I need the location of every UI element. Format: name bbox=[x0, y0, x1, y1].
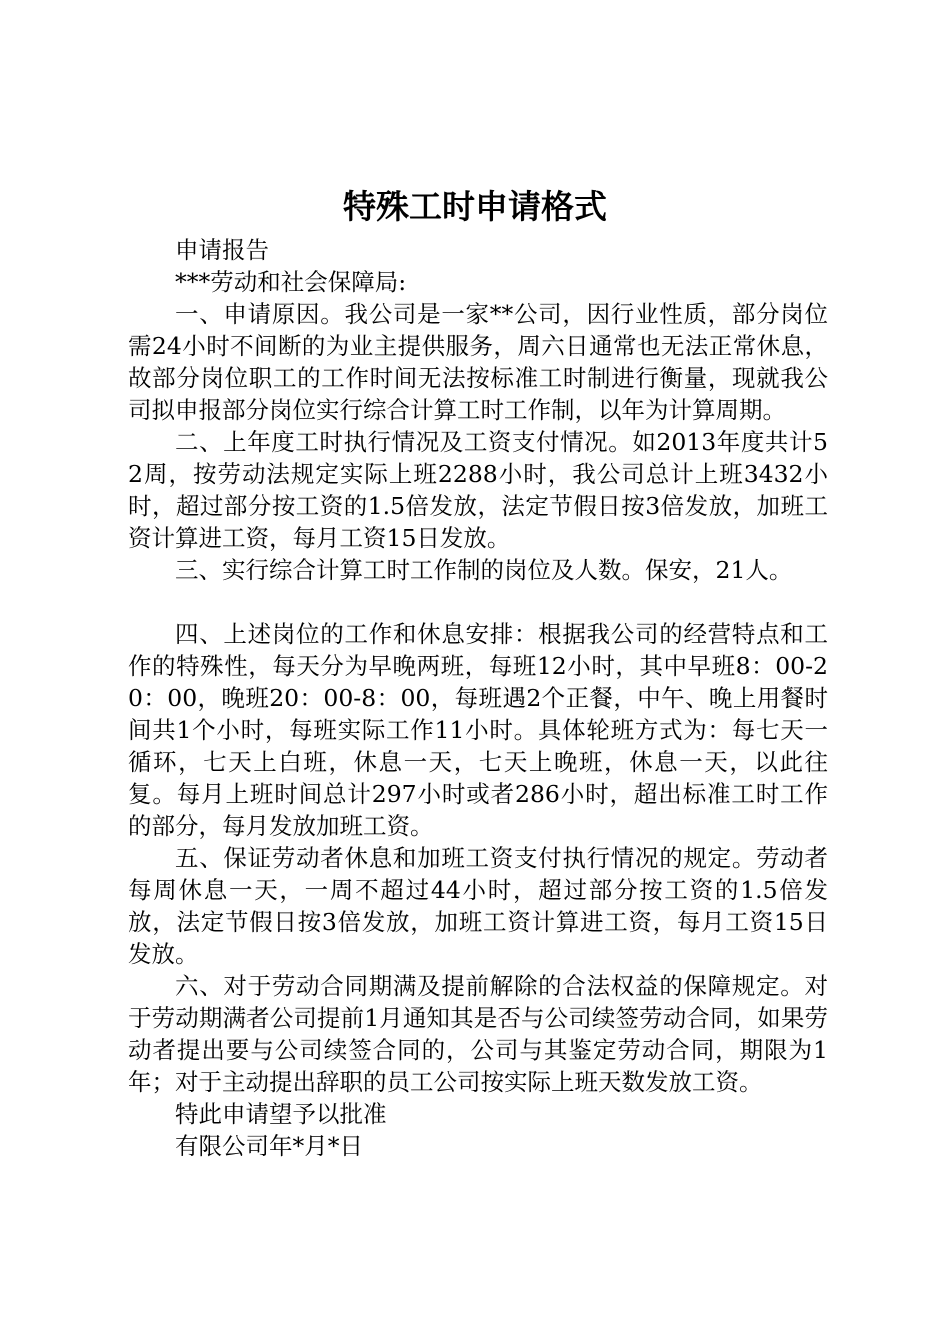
signature-date-line: 有限公司年*月*日 bbox=[175, 1132, 363, 1160]
section-2-last-year-hours: 二、上年度工时执行情况及工资支付情况。如2013年度共计52周，按劳动法规定实际上班2288小时，我公司总计上班3432小时，超过部分按工资的1.5倍发放，法定节假日按3倍发放，加班工资计算进工资，每月工资15日发放。 bbox=[128, 428, 828, 552]
document-body bbox=[128, 234, 828, 1162]
section-3-positions-headcount: 三、实行综合计算工时工作制的岗位及人数。保安，21人。 bbox=[175, 556, 793, 584]
section-6-contract-protection: 六、对于劳动合同期满及提前解除的合法权益的保障规定。对于劳动期满者公司提前1月通知其是否与公司续签劳动合同，如果劳动者提出要与公司续签合同的，公司与其鉴定劳动合同，期限为1年；对于主动提出辞职的员工公司按实际上班天数发放工资。 bbox=[128, 972, 828, 1096]
document-title: 特殊工时申请格式 bbox=[343, 187, 607, 226]
report-heading: 申请报告 bbox=[175, 236, 269, 264]
addressee-line: ***劳动和社会保障局: bbox=[175, 268, 407, 296]
section-5-rest-overtime-rules: 五、保证劳动者休息和加班工资支付执行情况的规定。劳动者每周休息一天，一周不超过44小时，超过部分按工资的1.5倍发放，法定节假日按3倍发放，加班工资计算进工资，每月工资15日发放。 bbox=[128, 844, 828, 968]
closing-request-line: 特此申请望予以批准 bbox=[175, 1100, 387, 1128]
section-4-work-rest-schedule: 四、上述岗位的工作和休息安排：根据我公司的经营特点和工作的特殊性，每天分为早晚两班，每班12小时，其中早班8：00-20：00，晚班20：00-8：00，每班遇2个正餐，中午、晚上用餐时间共1个小时，每班实际工作11小时。具体轮班方式为：每七天一循环，七天上白班，休息一天，七天上晚班，休息一天，以此往复。每月上班时间总计297小时或者286小时，超出标准工时工作的部分，每月发放加班工资。 bbox=[128, 620, 828, 840]
section-1-application-reason: 一、申请原因。我公司是一家**公司，因行业性质，部分岗位需24小时不间断的为业主提供服务，周六日通常也无法正常休息，故部分岗位职工的工作时间无法按标准工时制进行衡量，现就我公司拟申报部分岗位实行综合计算工时工作制，以年为计算周期。 bbox=[128, 300, 828, 424]
